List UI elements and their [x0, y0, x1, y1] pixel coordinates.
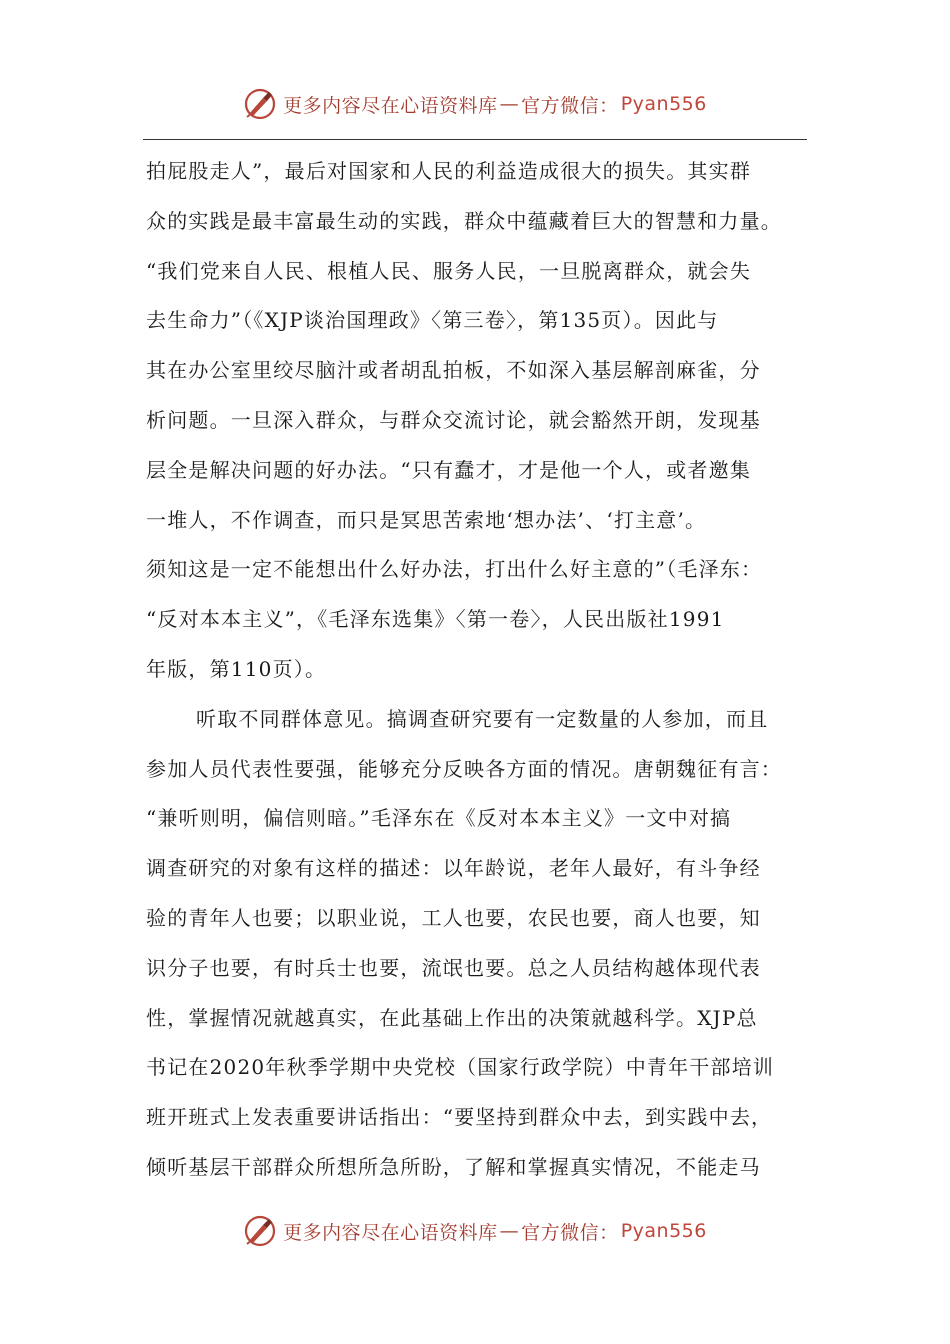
- header-wechat-label: 官方微信：: [521, 94, 619, 117]
- text-line: 识分子也要，有时兵士也要，流氓也要。总之人员结构越体现代表: [146, 955, 761, 980]
- header-banner: [0, 84, 950, 124]
- text-line: 调查研究的对象有这样的描述：以年龄说，老年人最好，有斗争经: [146, 856, 761, 881]
- footer-banner: [0, 1211, 950, 1251]
- pen-logo-icon: [243, 87, 277, 121]
- footer-wechat-id: Pyan556: [620, 1220, 707, 1242]
- text-line: “反对本本主义”，《毛泽东选集》〈第一卷〉，人民出版社1991: [146, 607, 725, 632]
- footer-brand-text: 更多内容尽在心语资料库: [283, 1221, 498, 1244]
- pen-logo-icon: [243, 1214, 277, 1248]
- paragraph-start-line: 听取不同群体意见。搞调查研究要有一定数量的人参加，而且: [196, 706, 769, 731]
- text-line: 层全是解决问题的好办法。“只有蠢才，才是他一个人，或者邀集: [146, 457, 752, 482]
- text-line: 年版，第110页）。: [146, 656, 327, 681]
- text-line: 析问题。一旦深入群众，与群众交流讨论，就会豁然开朗，发现基: [146, 407, 761, 432]
- document-body: [146, 147, 804, 1193]
- text-line: 一堆人，不作调查，而只是冥思苦索地‘想办法’、‘打主意’。: [146, 507, 707, 532]
- text-line: 去生命力”（《XJP谈治国理政》〈第三卷〉，第135页）。因此与: [146, 308, 719, 333]
- text-line: “兼听则明，偏信则暗。”毛泽东在《反对本本主义》一文中对搞: [146, 806, 732, 831]
- text-line: 验的青年人也要；以职业说，工人也要，农民也要，商人也要，知: [146, 905, 761, 930]
- header-dash: —: [499, 93, 520, 115]
- text-line: 倾听基层干部群众所想所急所盼，了解和掌握真实情况，不能走马: [146, 1154, 761, 1179]
- footer-dash: —: [499, 1220, 520, 1242]
- text-line: 书记在2020年秋季学期中央党校（国家行政学院）中青年干部培训: [146, 1055, 775, 1080]
- header-divider: [143, 139, 807, 140]
- text-line: 拍屁股走人”，最后对国家和人民的利益造成很大的损失。其实群: [146, 159, 752, 183]
- text-line: 须知这是一定不能想出什么好办法，打出什么好主意的”（毛泽东：: [146, 557, 763, 582]
- text-line: 其在办公室里绞尽脑汁或者胡乱拍板，不如深入基层解剖麻雀，分: [146, 358, 761, 383]
- footer-wechat-label: 官方微信：: [521, 1221, 619, 1244]
- text-line: 班开班式上发表重要讲话指出：“要坚持到群众中去，到实践中去，: [146, 1105, 773, 1130]
- text-line: 性，掌握情况就越真实，在此基础上作出的决策就越科学。XJP总: [146, 1005, 758, 1030]
- header-brand-text: 更多内容尽在心语资料库: [283, 94, 498, 117]
- text-line: 众的实践是最丰富最生动的实践，群众中蕴藏着巨大的智慧和力量。: [146, 208, 782, 233]
- header-wechat-id: Pyan556: [620, 93, 707, 115]
- text-line: 参加人员代表性要强，能够充分反映各方面的情况。唐朝魏征有言：: [146, 756, 782, 781]
- text-line: “我们党来自人民、根植人民、服务人民，一旦脱离群众，就会失: [146, 258, 752, 283]
